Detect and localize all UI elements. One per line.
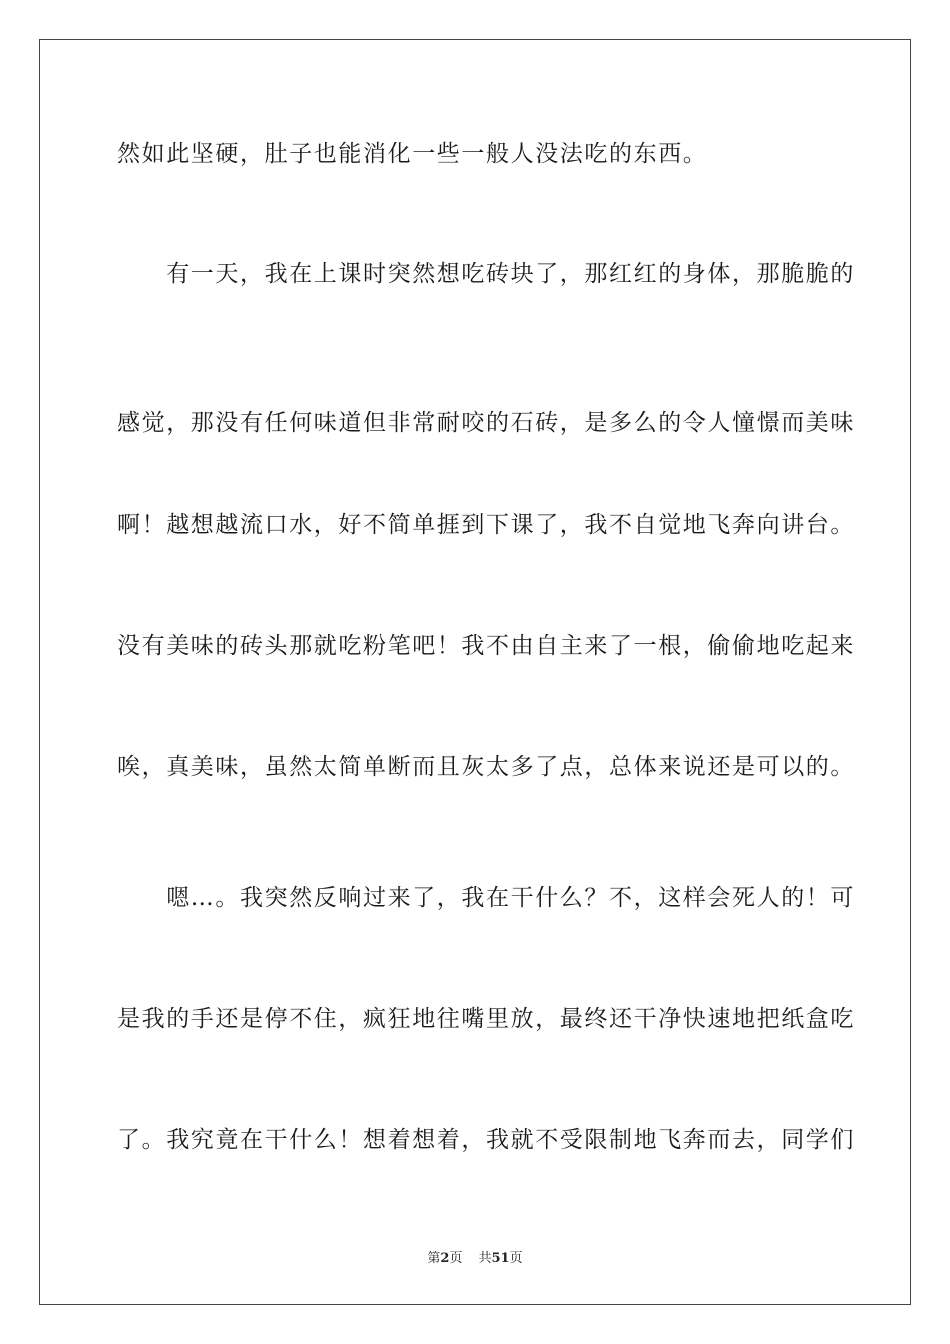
paragraph-line: 没有美味的砖头那就吃粉笔吧！我不由自主来了一根，偷偷地吃起来 — [117, 633, 855, 659]
paragraph-line: 啊！越想越流口水，好不简单捱到下课了，我不自觉地飞奔向讲台。 — [117, 512, 855, 538]
total-prefix: 共 — [478, 1251, 492, 1266]
paragraph-line: 了。我究竟在干什么！想着想着，我就不受限制地飞奔而去，同学们 — [117, 1127, 855, 1153]
paragraph-line: 唉，真美味，虽然太简单断而且灰太多了点，总体来说还是可以的。 — [117, 754, 855, 780]
paragraph-line: 感觉，那没有任何味道但非常耐咬的石砖，是多么的令人憧憬而美味 — [117, 410, 855, 436]
paragraph-line: 是我的手还是停不住，疯狂地往嘴里放，最终还干净快速地把纸盒吃 — [117, 1006, 855, 1032]
paragraph-line: 有一天，我在上课时突然想吃砖块了，那红红的身体，那脆脆的 — [117, 261, 855, 287]
page-suffix: 页 — [449, 1251, 463, 1266]
paragraph-line: 然如此坚硬，肚子也能消化一些一般人没法吃的东西。 — [117, 141, 708, 167]
total-suffix: 页 — [509, 1251, 523, 1266]
page-footer — [0, 1247, 950, 1266]
page-prefix: 第 — [427, 1251, 441, 1266]
paragraph-line: 嗯…。我突然反响过来了，我在干什么？不，这样会死人的！可 — [117, 885, 855, 911]
page-border — [39, 39, 911, 1305]
total-pages: 51 — [491, 1251, 510, 1266]
page-number: 2 — [440, 1251, 450, 1266]
